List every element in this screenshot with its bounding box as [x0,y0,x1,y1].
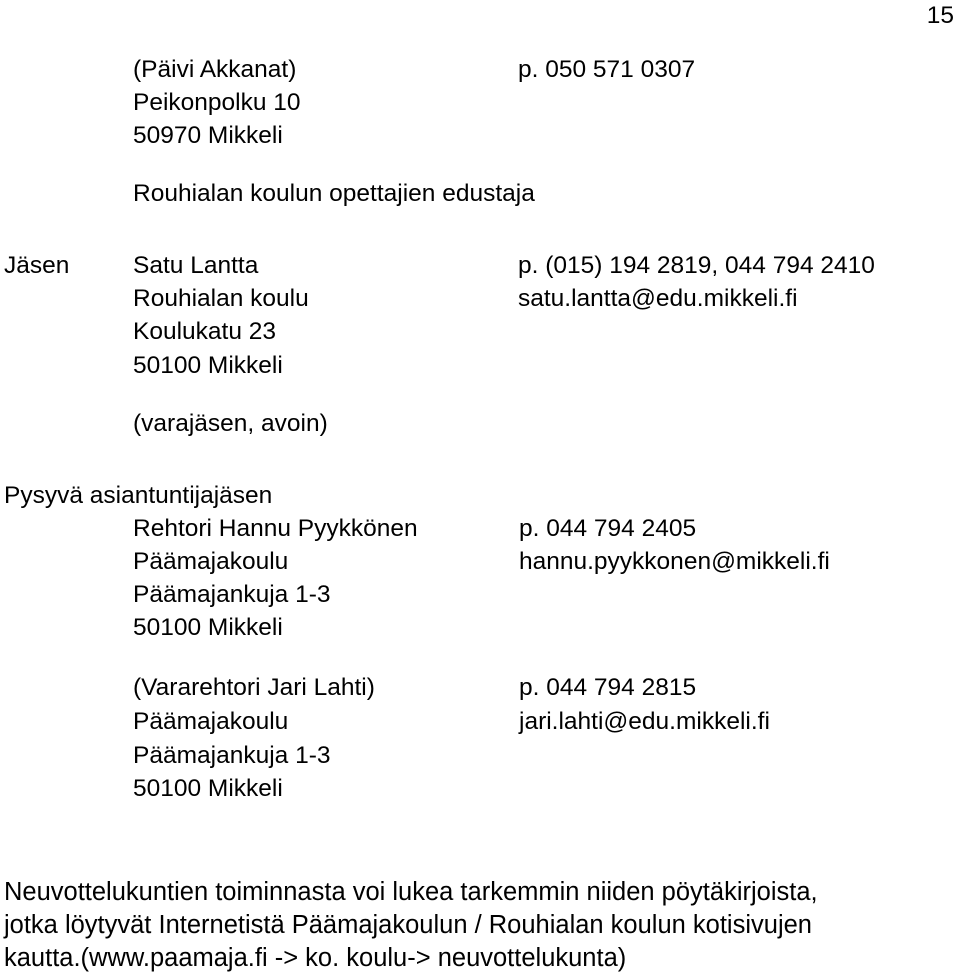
footer-line-3: kautta.(www.paamaja.fi -> ko. koulu-> neuvottelukunta) [4,944,627,972]
expert-deputy-email: jari.lahti@edu.mikkeli.fi [519,708,770,735]
expert-main-phone: p. 044 794 2405 [519,515,697,542]
top-entry-street: Peikonpolku 10 [133,89,301,116]
member-role-label: Jäsen [4,252,70,279]
member-city: 50100 Mikkeli [133,352,283,379]
teacher-rep-heading: Rouhialan koulun opettajien edustaja [133,180,535,207]
expert-heading: Pysyvä asiantuntijajäsen [4,482,273,509]
top-entry-city: 50970 Mikkeli [133,122,283,149]
top-entry-name: (Päivi Akkanat) [133,56,297,83]
member-deputy: (varajäsen, avoin) [133,410,328,437]
expert-deputy-phone: p. 044 794 2815 [519,674,697,701]
expert-deputy-school: Päämajakoulu [133,708,289,735]
expert-deputy-name: (Vararehtori Jari Lahti) [133,674,375,701]
expert-deputy-street: Päämajankuja 1-3 [133,742,331,769]
member-email: satu.lantta@edu.mikkeli.fi [518,285,798,312]
footer-line-1: Neuvottelukuntien toiminnasta voi lukea tarkemmin niiden pöytäkirjoista, [4,878,818,906]
expert-main-city: 50100 Mikkeli [133,614,283,641]
member-school: Rouhialan koulu [133,285,309,312]
expert-main-name: Rehtori Hannu Pyykkönen [133,515,418,542]
footer-line-2: jotka löytyvät Internetistä Päämajakoulun / Rouhialan koulun kotisivujen [4,911,812,939]
member-street: Koulukatu 23 [133,318,277,345]
expert-main-street: Päämajankuja 1-3 [133,581,331,608]
expert-deputy-city: 50100 Mikkeli [133,775,283,802]
top-entry-phone: p. 050 571 0307 [518,56,696,83]
member-phone: p. (015) 194 2819, 044 794 2410 [518,252,875,279]
member-name: Satu Lantta [133,252,259,279]
page-number: 15 [926,2,954,29]
expert-main-email: hannu.pyykkonen@mikkeli.fi [519,548,830,575]
expert-main-school: Päämajakoulu [133,548,289,575]
